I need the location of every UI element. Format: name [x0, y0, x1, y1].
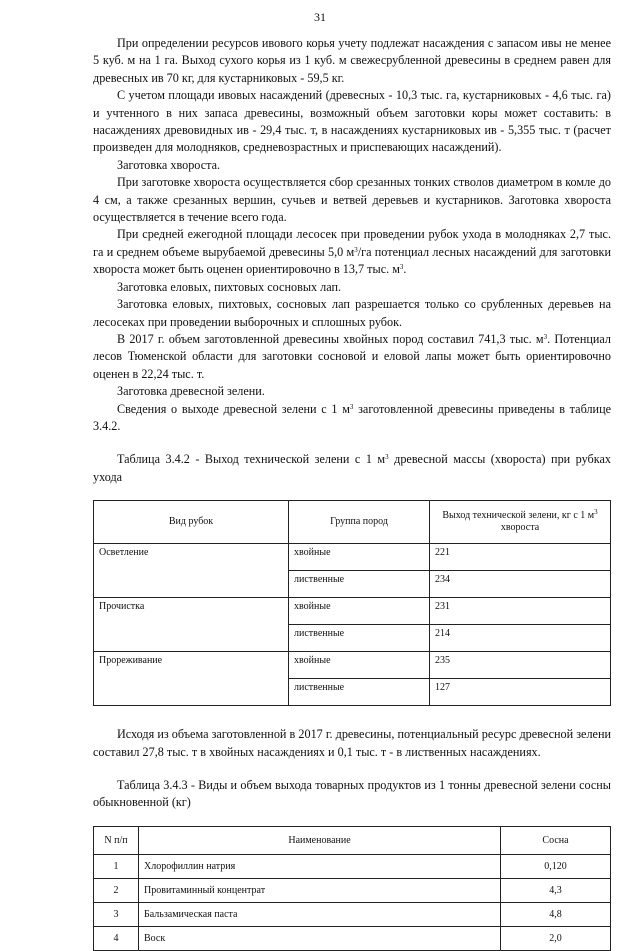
table-row	[94, 926, 611, 950]
cell-pine-value: 0,120	[501, 854, 611, 878]
header-pine: Сосна	[501, 826, 611, 854]
cell-product-name: Провитаминный концентрат	[139, 878, 501, 902]
cell-cut-type: Прочистка	[94, 598, 289, 652]
cell-group: лиственные	[289, 571, 430, 598]
table-343-caption: Таблица 3.4.3 - Виды и объем выхода товарных продуктов из 1 тонны древесной зелени сосны обыкновенной (кг)	[93, 777, 611, 810]
heading-brushwood: Заготовка хвороста.	[117, 157, 221, 172]
table-row	[94, 902, 611, 926]
cell-group: хвойные	[289, 544, 430, 571]
cell-group: хвойные	[289, 598, 430, 625]
document-body	[93, 35, 611, 951]
cell-group: лиственные	[289, 679, 430, 706]
table-342-caption: Таблица 3.4.2 - Выход технической зелени с 1 $м^3$ древесной массы (хвороста) при рубках ухода	[93, 452, 611, 484]
cell-cut-type: Прореживание	[94, 652, 289, 706]
table-row	[94, 652, 611, 679]
paragraph-paws-rules: Заготовка еловых, пихтовых, сосновых лап разрешается только со срубленных деревьев на лесосеках при проведении выборочных и сплошных рубок.	[93, 297, 611, 329]
paragraph-conifer-volume: В 2017 г. объем заготовленной древесины хвойных пород составил 741,3 тыс. $м^3$. Потенциал лесов Тюменской области для заготовки сосновой и еловой лапы может быть ориентировочно оценен в 22,24 тыс. т.	[93, 331, 611, 381]
cell-product-name: Бальзамическая паста	[139, 902, 501, 926]
cell-yield: 214	[430, 625, 611, 652]
cell-product-name: Хлорофиллин натрия	[139, 854, 501, 878]
table-header-row	[94, 826, 611, 854]
cell-pine-value: 4,8	[501, 902, 611, 926]
heading-wood-greens: Заготовка древесной зелени.	[117, 384, 265, 399]
cell-pine-value: 2,0	[501, 926, 611, 950]
cell-pine-value: 4,3	[501, 878, 611, 902]
paragraph-willow-bark: При определении ресурсов ивового корья учету подлежат насаждения с запасом ивы не менее 5 куб. м на 1 га. Выход сухого корья из 1 куб. м свежесрубленной древесины в среднем равен для древесных ив 70 кг, для кустарниковых - 59,5 кг.	[93, 36, 611, 85]
cell-group: лиственные	[289, 625, 430, 652]
header-yield: Выход технической зелени, кг с 1 $м^3$ хвороста	[430, 501, 611, 544]
header-cut-type: Вид рубок	[94, 501, 289, 544]
paragraph-greens-potential: Исходя из объема заготовленной в 2017 г. древесины, потенциальный ресурс древесной зелени составил 27,8 тыс. т в хвойных насаждениях и 0,1 тыс. т - в лиственных насаждениях.	[93, 727, 611, 759]
paragraph-brushwood-collection: При заготовке хвороста осуществляется сбор срезанных тонких стволов диаметром в комле до 4 см, а также срезанных вершин, сучьев и ветвей деревьев и кустарников. Заготовка хвороста осуществляется в течение всего года.	[93, 175, 611, 225]
table-header-row	[94, 501, 611, 544]
paragraph-brushwood-potential: При средней ежегодной площади лесосек при проведении рубок ухода в молодняках 2,7 тыс. га и среднем объеме вырубаемой древесины 5,0 $м^3/га$ потенциал лесных насаждений для заготовки хвороста может быть оценен ориентировочно в 13,7 тыс. $м^3$.	[93, 227, 611, 277]
cell-number: 4	[94, 926, 139, 950]
cell-yield: 234	[430, 571, 611, 598]
table-pine-products	[93, 826, 611, 951]
table-row	[94, 544, 611, 571]
cell-number: 2	[94, 878, 139, 902]
cell-cut-type: Осветление	[94, 544, 289, 598]
table-row	[94, 854, 611, 878]
heading-spruce-fir-paws: Заготовка еловых, пихтовых сосновых лап.	[117, 279, 342, 294]
cell-product-name: Воск	[139, 926, 501, 950]
cell-number: 3	[94, 902, 139, 926]
table-row	[94, 598, 611, 625]
header-number: N п/п	[94, 826, 139, 854]
cell-group: хвойные	[289, 652, 430, 679]
cell-number: 1	[94, 854, 139, 878]
paragraph-greens-reference: Сведения о выходе древесной зелени с 1 $м^3$ заготовленной древесины приведены в таблице 3.4.2.	[93, 401, 611, 433]
cell-yield: 235	[430, 652, 611, 679]
table-row	[94, 878, 611, 902]
header-species-group: Группа пород	[289, 501, 430, 544]
cell-yield: 221	[430, 544, 611, 571]
paragraph-willow-area: С учетом площади ивовых насаждений (древесных - 10,3 тыс. га, кустарниковых - 4,6 тыс. га) и учтенного в них запаса древесины, возможный объем заготовки коры может составить: в насаждениях древовидных ив - 29,4 тыс. т, в насаждениях кустарниковых ив - 5,355 тыс. т (расчет произведен для молодняков, средневозрастных и приспевающих насаждений).	[93, 88, 611, 155]
table-greens-yield	[93, 500, 611, 706]
page-number: 31	[314, 10, 326, 24]
cell-yield: 231	[430, 598, 611, 625]
header-product-name: Наименование	[139, 826, 501, 854]
cell-yield: 127	[430, 679, 611, 706]
